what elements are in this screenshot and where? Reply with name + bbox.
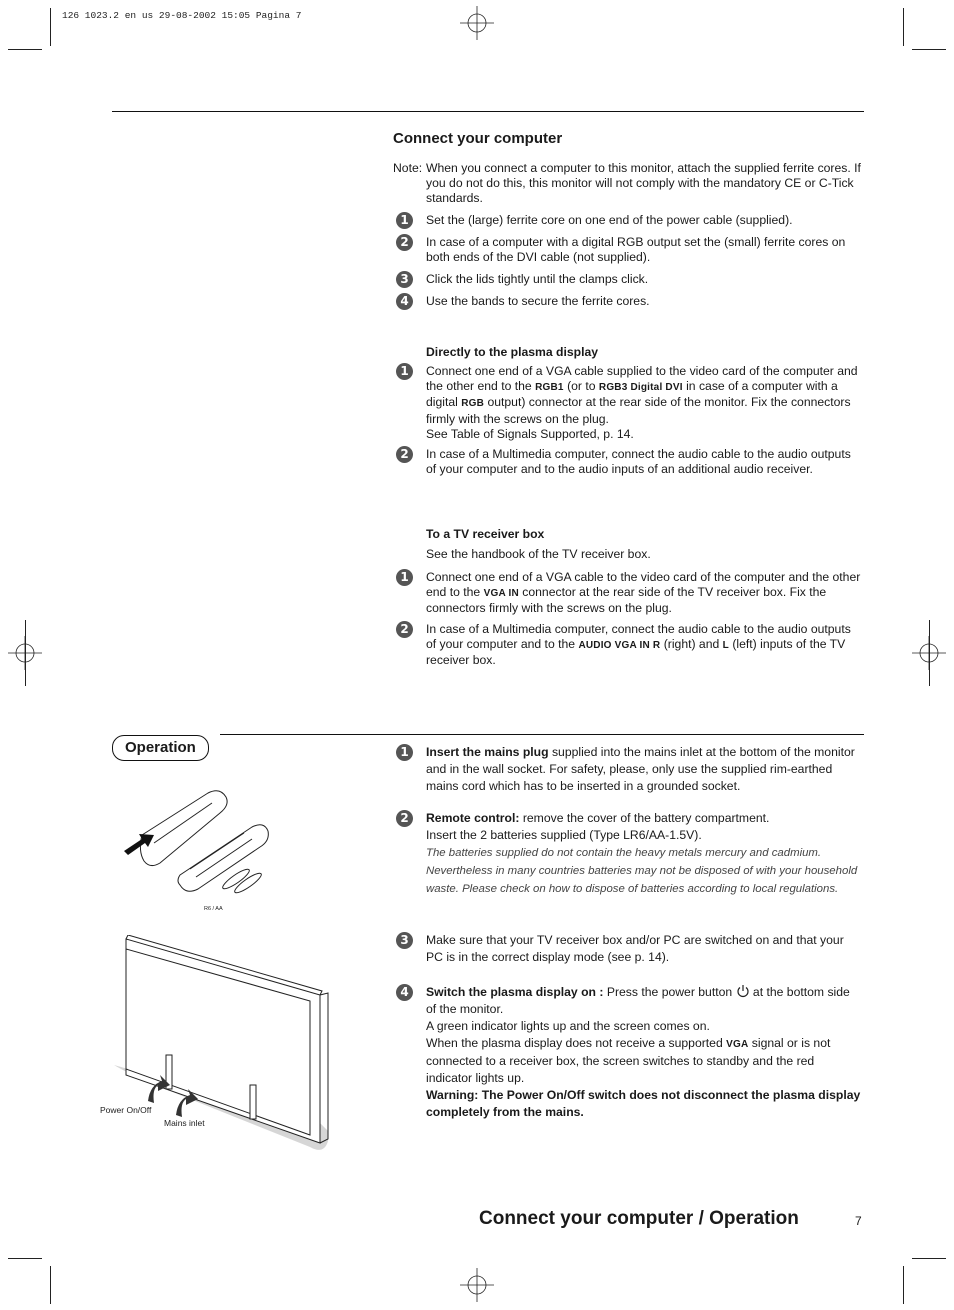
- mains-inlet-label: Mains inlet: [164, 1118, 205, 1128]
- page-number: 7: [855, 1214, 862, 1228]
- tvbox-step-1: Connect one end of a VGA cable to the video card of the computer and the other end to the VGA IN connector at the rear side of the TV receiver box. Fix the connectors firmly with the screws on the plug.: [426, 570, 861, 616]
- connect-step-4: Use the bands to secure the ferrite cores.: [426, 294, 650, 308]
- step-number-badge: 2: [396, 810, 413, 827]
- remote-control-illustration: [120, 785, 280, 905]
- operation-step-4: Switch the plasma display on : Press the power button at the bottom side of the monitor. A green indicator lights up and the screen comes on. When the plasma display does not receive a supported VGA signal or is not connected to a receiver box, the screen switches to standby and the red indicator lights up. Warning: The Power On/Off switch does not disconnect the plasma display completely from the mains.: [426, 985, 861, 1119]
- section-title-connect: Connect your computer: [393, 130, 563, 147]
- subheading-tvbox: To a TV receiver box: [426, 527, 545, 541]
- subheading-direct: Directly to the plasma display: [426, 345, 599, 359]
- operation-rule: [220, 734, 864, 735]
- registration-mark-icon: [460, 1268, 494, 1302]
- print-slug: 126 1023.2 en us 29-08-2002 15:05 Pagina 7: [62, 10, 302, 21]
- step-number-badge: 3: [396, 271, 413, 288]
- plasma-display-illustration: [110, 935, 335, 1160]
- tvbox-step-2: In case of a Multimedia computer, connect the audio cable to the audio outputs of your computer and to the AUDIO VGA IN R (right) and L (left) inputs of the TV receiver box.: [426, 622, 851, 668]
- connect-step-2: In case of a computer with a digital RGB output set the (small) ferrite cores on both ends of the DVI cable (not supplied).: [426, 235, 846, 265]
- connect-step-1: Set the (large) ferrite core on one end of the power cable (supplied).: [426, 213, 793, 227]
- step-number-badge: 1: [396, 212, 413, 229]
- step-number-badge: 3: [396, 932, 413, 949]
- step-number-badge: 2: [396, 621, 413, 638]
- registration-mark-icon: [460, 6, 494, 40]
- crop-mark: [912, 49, 946, 50]
- step-number-badge: 4: [396, 984, 413, 1001]
- crop-mark: [50, 1266, 51, 1304]
- page-footer-title: Connect your computer / Operation: [479, 1208, 799, 1229]
- connect-step-3: Click the lids tightly until the clamps click.: [426, 272, 649, 286]
- step-number-badge: 2: [396, 234, 413, 251]
- direct-step-2: In case of a Multimedia computer, connect the audio cable to the audio outputs of your computer and to the audio inputs of an additional audio receiver.: [426, 447, 851, 477]
- step-number-badge: 1: [396, 363, 413, 380]
- section-title-operation: Operation: [112, 735, 209, 761]
- operation-step-3: Make sure that your TV receiver box and/or PC are switched on and that your PC is in the correct display mode (see p. 14).: [426, 933, 844, 964]
- battery-label: R6 / AA: [204, 906, 223, 912]
- power-icon: [736, 984, 750, 998]
- direct-step-1: Connect one end of a VGA cable supplied to the video card of the computer and the other end to the RGB1 (or to RGB3 Digital DVI in case of a computer with a digital RGB output) connector at the rear side of the monitor. Fix the connectors firmly with the screws on the plug. See Table of Signals Supported, p. 14.: [426, 364, 858, 441]
- power-switch-label: Power On/Off: [100, 1105, 152, 1115]
- crop-mark: [50, 8, 51, 46]
- crop-mark: [25, 620, 26, 686]
- crop-mark: [903, 8, 904, 46]
- tvbox-intro: See the handbook of the TV receiver box.: [426, 547, 651, 561]
- crop-mark: [929, 620, 930, 686]
- operation-step-2: Remote control: remove the cover of the battery compartment. Insert the 2 batteries supplied (Type LR6/AA-1.5V). The batteries supplied do not contain the heavy metals mercury and cadmium. Nevertheless in many countries batteries may not be disposed of with your household waste. Please check on how to dispose of batteries according to local regulations.: [426, 811, 858, 895]
- note-label: Note:: [393, 161, 423, 175]
- step-number-badge: 1: [396, 744, 413, 761]
- crop-mark: [903, 1266, 904, 1304]
- crop-mark: [8, 49, 42, 50]
- operation-step-1: Insert the mains plug supplied into the mains inlet at the bottom of the monitor and in the wall socket. For safety, please, only use the supplied rim-earthed mains cord which has to be inserted in a grounded socket.: [426, 745, 855, 793]
- crop-mark: [8, 1258, 42, 1259]
- crop-mark: [912, 1258, 946, 1259]
- step-number-badge: 4: [396, 293, 413, 310]
- note-text: When you connect a computer to this monitor, attach the supplied ferrite cores. If you do not do this, this monitor will not comply with the mandatory CE or C-Tick standards.: [426, 161, 861, 206]
- top-rule: [112, 111, 864, 112]
- step-number-badge: 2: [396, 446, 413, 463]
- step-number-badge: 1: [396, 569, 413, 586]
